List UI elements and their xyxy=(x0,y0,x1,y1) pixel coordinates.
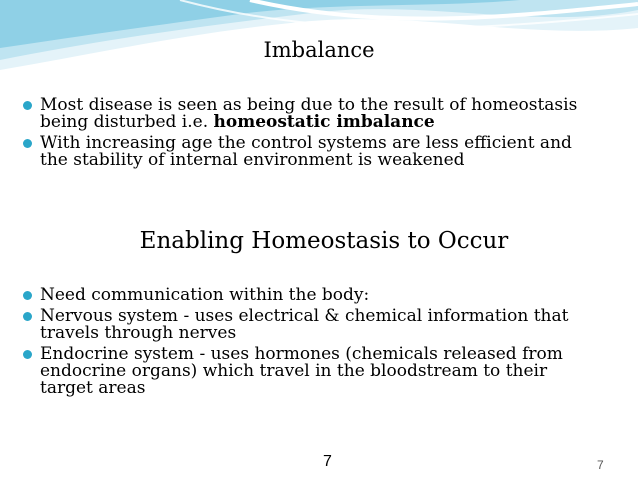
section-heading: Enabling Homeostasis to Occur xyxy=(139,228,509,254)
bullet-list-imbalance xyxy=(22,97,602,173)
slide-title: Imbalance xyxy=(263,38,375,62)
bullet-list-homeostasis xyxy=(22,287,602,401)
list-item xyxy=(22,287,602,304)
bullet-text: With increasing age the control systems are less efficient and the stability of internal environment is weakened xyxy=(40,133,572,170)
bullet-icon xyxy=(23,350,32,359)
bullet-text: Most disease is seen as being due to the result of homeostasis being disturbed i.e. xyxy=(40,95,578,132)
list-item xyxy=(22,135,602,169)
bullet-text: Endocrine system - uses hormones (chemicals released from endocrine organs) which travel in the bloodstream to their target areas xyxy=(40,344,563,398)
bullet-text: Nervous system - uses electrical & chemical information that travels through nerves xyxy=(40,306,569,343)
bullet-icon xyxy=(23,312,32,321)
bullet-icon xyxy=(23,101,32,110)
bullet-icon xyxy=(23,291,32,300)
page-number-center: 7 xyxy=(323,453,332,470)
page-number-right: 7 xyxy=(597,458,604,472)
list-item xyxy=(22,308,602,342)
bullet-text: Need communication within the body: xyxy=(40,285,370,305)
list-item xyxy=(22,97,602,131)
list-item xyxy=(22,346,602,397)
bold-term: homeostatic imbalance xyxy=(213,112,435,132)
bullet-icon xyxy=(23,139,32,148)
